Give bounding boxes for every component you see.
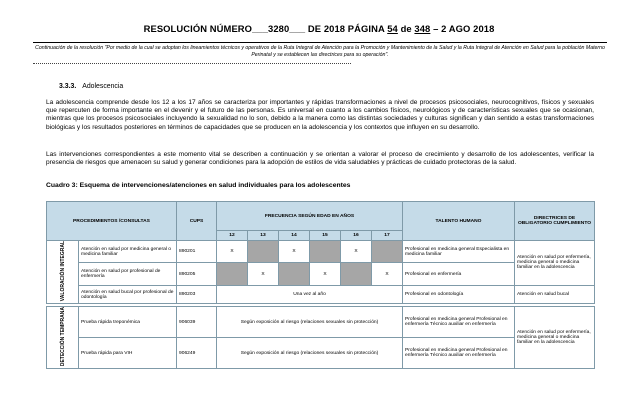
directive-cell: Atención en salud por enfermería, medicina general o medicina familiar en la adolescencia: [515, 241, 595, 286]
procedure-cell: Atención en salud bucal por profesional de odontología: [79, 285, 177, 303]
cups-cell: 906249: [177, 338, 217, 369]
talent-cell: Profesional en enfermería: [403, 263, 515, 285]
freq-cell: [372, 241, 403, 263]
section-heading: [59, 83, 123, 90]
freq-cell: X: [310, 263, 341, 285]
table-row: [47, 285, 595, 303]
age-header: 17: [372, 231, 403, 241]
header-row: [47, 202, 595, 231]
paragraph-1: La adolescencia comprende desde los 12 a los 17 años se caracteriza por importantes y rápidas transformaciones a nivel de procesos psicosociales, neurocognitivos, físicos y sexuales que repercuten de forma importante en el devenir y el futuro de las personas. Es universal en cuanto a los cambios físicos, neurológicos y de características sexuales que se ocasionan, mientras que los procesos psicosociales incluyendo la sexualidad no lo son, debido a la manera como las distintas sociedades y culturas significan y dan sentido a estas transformaciones biológicas y los resultados posteriores en términos de capacidades que se producen en la adolescencia y los contextos que influyen en su desarrollo.: [46, 99, 594, 131]
frequency-header: FRECUENCIA SEGÚN EDAD EN AÑOS: [217, 202, 403, 231]
talent-cell: Profesional en medicina general Profesional en enfermería Técnico auxiliar en enfermería: [403, 338, 515, 369]
freq-cell: [217, 263, 248, 285]
cups-header: CUPS: [177, 202, 217, 241]
age-header: 14: [279, 231, 310, 241]
table-row: [47, 241, 595, 263]
group-valoracion: VALORACIÓN INTEGRAL: [47, 241, 79, 304]
section-number: 3.3.3.: [59, 83, 77, 90]
age-header: 16: [341, 231, 372, 241]
cups-cell: 890205: [177, 263, 217, 285]
age-header: 13: [248, 231, 279, 241]
freq-cell: X: [279, 241, 310, 263]
page-header: RESOLUCIÓN NÚMERO___3280___ DE 2018 PÁGINA 54 de 348 – 2 AGO 2018: [143, 23, 495, 34]
paragraph-2: Las intervenciones correspondientes a este momento vital se describen a continuación y se orientan a valorar el proceso de crecimiento y desarrollo de los adolescentes, verificar la presencia de riesgos que amenacen su salud y generar condiciones para la adopción de estilos de vida saludables y prácticas de cuidado protectoras de la salud.: [46, 151, 594, 167]
cups-cell: 906039: [177, 307, 217, 338]
procedures-header: PROCEDIMIENTOS /CONSULTAS: [47, 202, 177, 241]
freq-cell: X: [341, 241, 372, 263]
talent-header: TALENTO HUMANO: [403, 202, 515, 241]
cups-cell: 890203: [177, 285, 217, 303]
talent-cell: Profesional en medicina general Especialista en medicina familiar: [403, 241, 515, 263]
freq-cell: [279, 263, 310, 285]
table-row: [47, 263, 595, 285]
age-header: 12: [217, 231, 248, 241]
continuation-text: Continuación de la resolución "Por medio de la cual se adoptan los lineamientos técnicos y operativos de la Ruta Integral de Atención para la Promoción y Mantenimiento de la Salud y la Ruta Integral de Atención en Salud para la población Materno Perinatal y se establecen las directrices para su operación".: [35, 45, 605, 58]
table-caption: Cuadro 3: Esquema de intervenciones/atenciones en salud individuales para los adolescentes: [46, 182, 351, 189]
talent-cell: Profesional en odontología: [403, 285, 515, 303]
cups-cell: 890201: [177, 241, 217, 263]
freq-cell: [248, 241, 279, 263]
table-row: [47, 307, 595, 338]
procedure-cell: Atención en salud por medicina general o medicina familiar: [79, 241, 177, 263]
directives-header: DIRECTRICES DE OBLIGATORIO CUMPLIMIENTO: [515, 202, 595, 241]
freq-cell: Una vez al año: [217, 285, 403, 303]
freq-cell: [341, 263, 372, 285]
talent-cell: Profesional en medicina general Profesional en enfermería Técnico auxiliar en enfermería: [403, 307, 515, 338]
divider: [33, 63, 351, 64]
procedure-cell: Prueba rápida para VIH: [79, 338, 177, 369]
directive-cell: Atención en salud por enfermería, medicina general o medicina familiar en la adolescencia: [515, 307, 595, 369]
procedure-cell: Atención en salud por profesional de enfermería: [79, 263, 177, 285]
freq-cell: X: [248, 263, 279, 285]
group-deteccion: DETECCIÓN TEMPRANA: [47, 307, 79, 369]
age-header: 15: [310, 231, 341, 241]
procedure-cell: Prueba rápida treponémica: [79, 307, 177, 338]
section-title: Adolescencia: [82, 83, 124, 90]
interventions-table: [46, 201, 595, 369]
page-total: 348: [414, 23, 431, 34]
freq-cell: X: [217, 241, 248, 263]
freq-cell: [310, 241, 341, 263]
freq-cell: Según exposición al riesgo (relaciones sexuales sin protección): [217, 338, 403, 369]
page-number: 54: [387, 23, 398, 34]
freq-cell: Según exposición al riesgo (relaciones sexuales sin protección): [217, 307, 403, 338]
directive-cell: Atención en salud bucal: [515, 285, 595, 303]
table-row: [47, 338, 595, 369]
freq-cell: X: [372, 263, 403, 285]
